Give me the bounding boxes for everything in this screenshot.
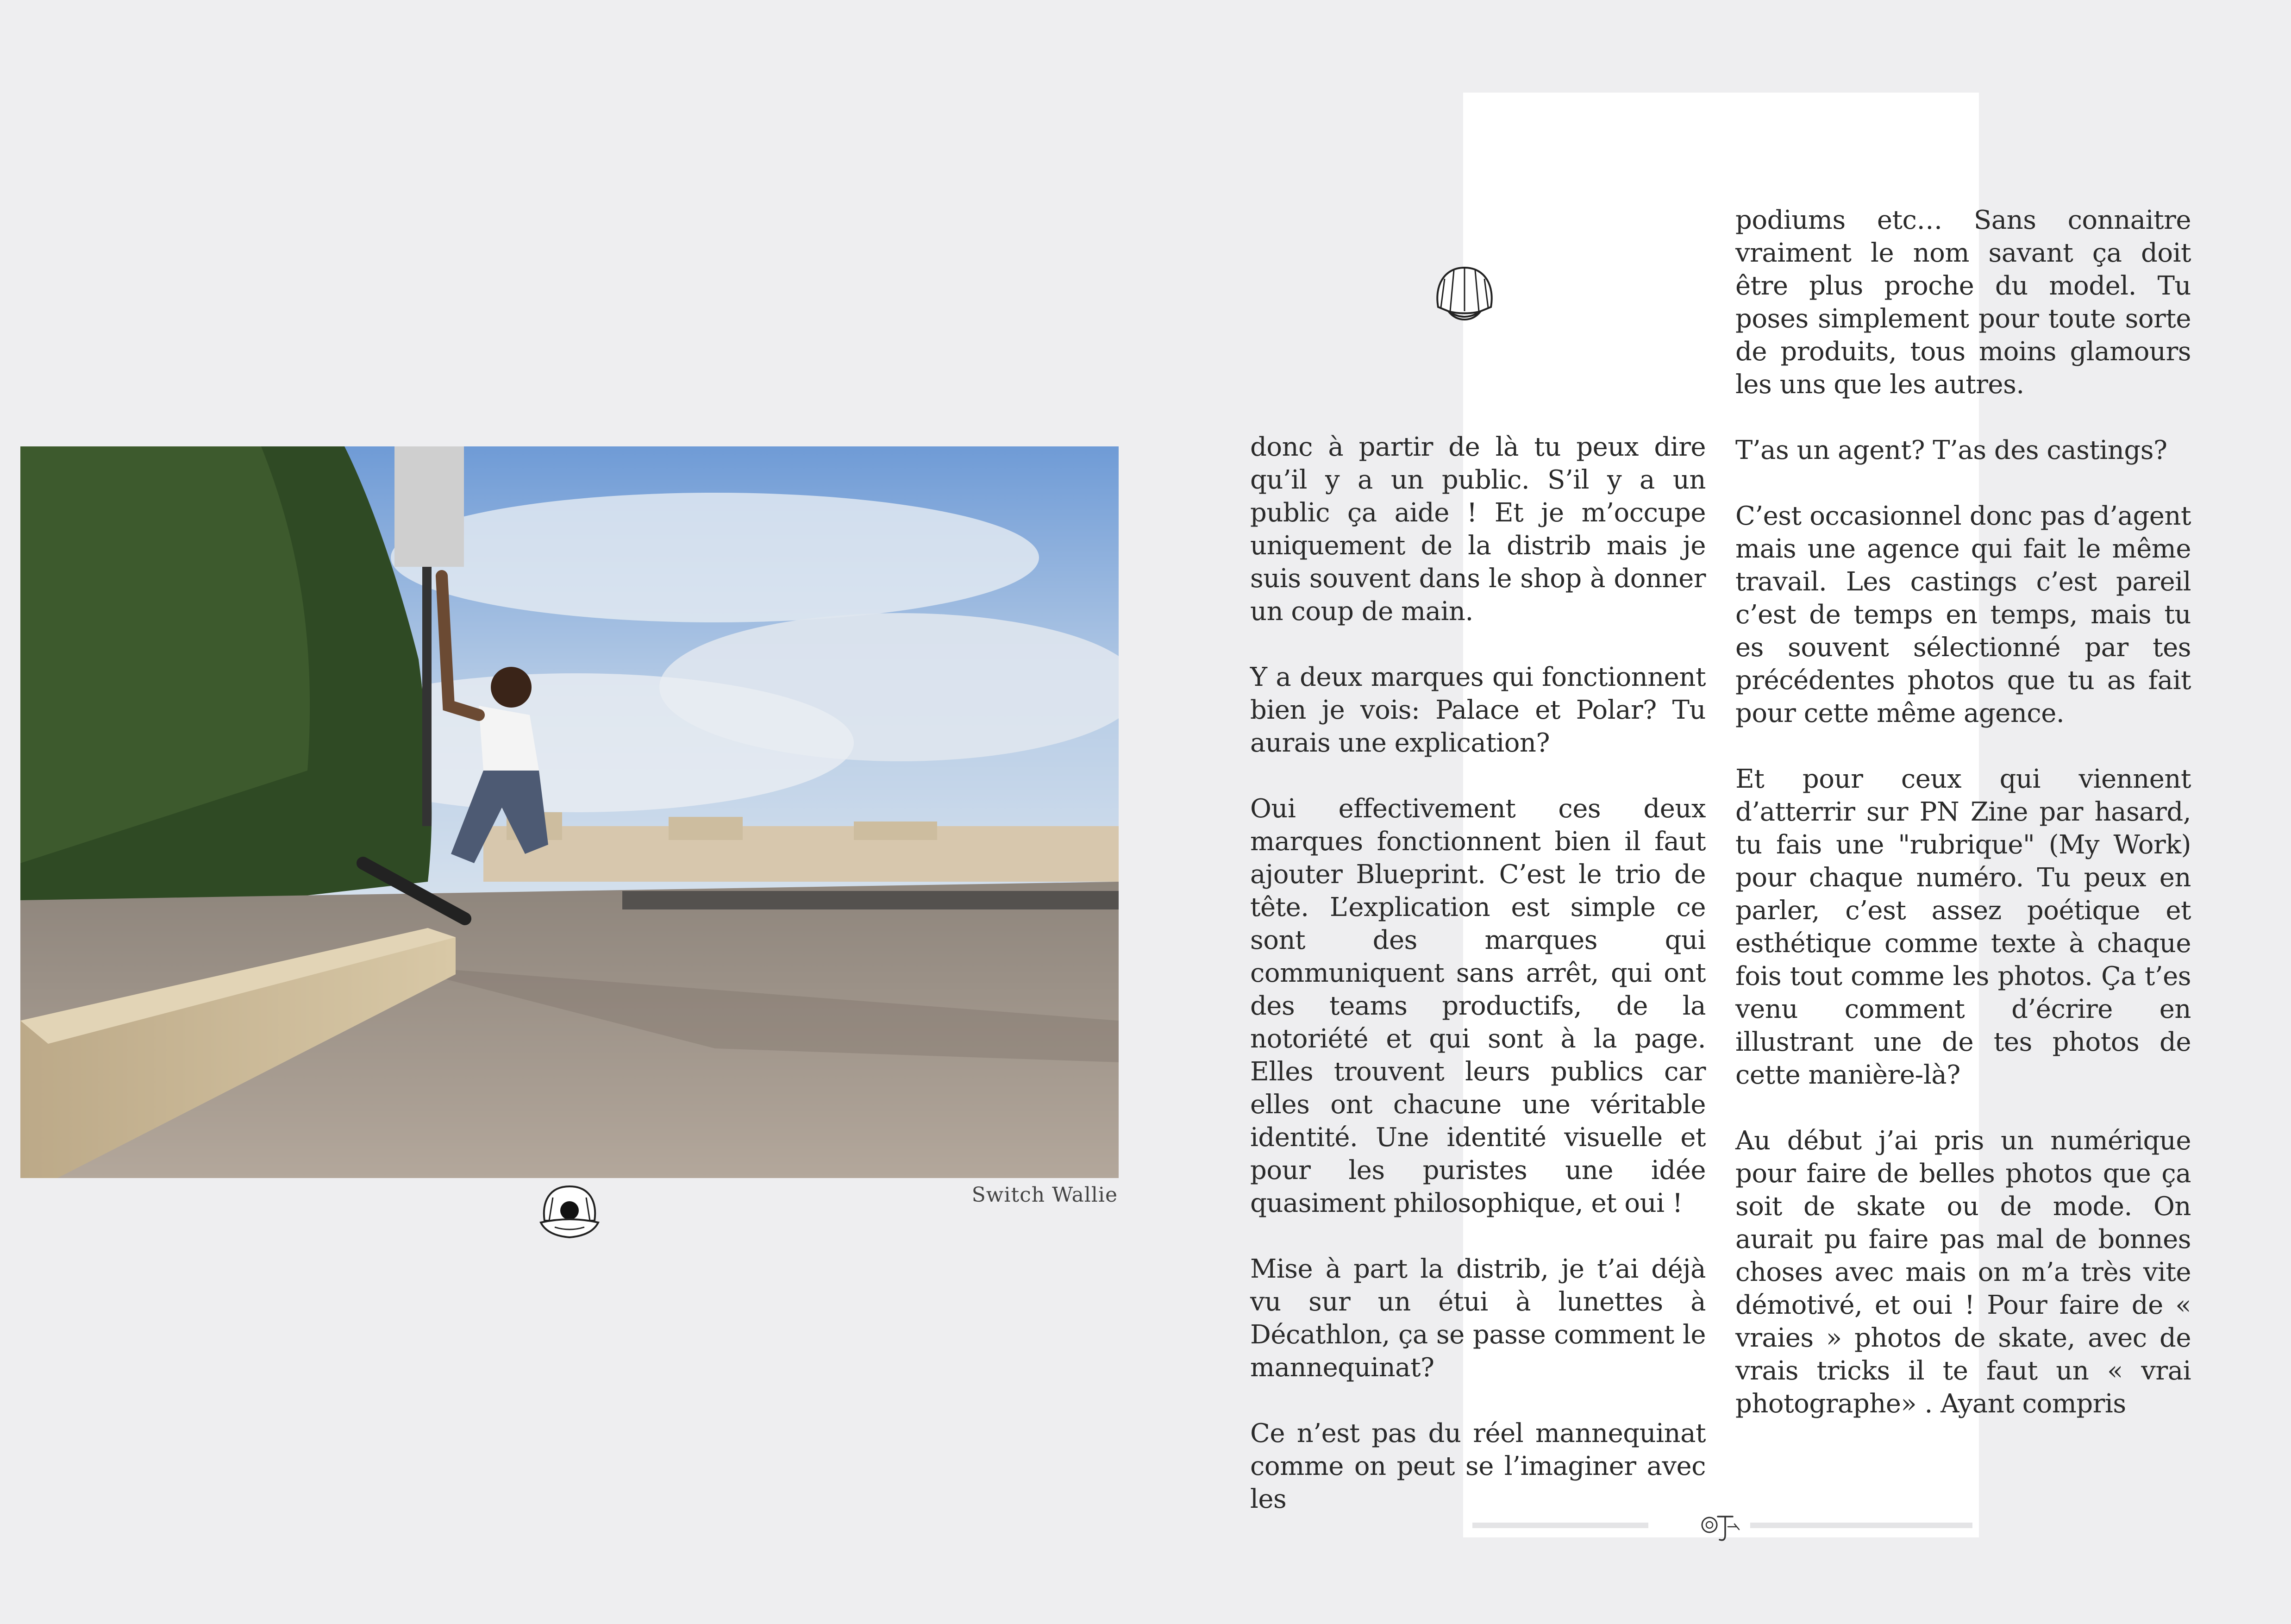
paragraph: donc à partir de là tu peux dire qu’il y a un public. S’il y a un public ça aide ! Et je m’occupe uniquement de la distrib mais je suis souvent dans le shop à donner un coup de main.	[1250, 432, 1706, 627]
paragraph: Au début j’ai pris un numérique pour faire de belles photos que ça soit de skate ou de mode. On aurait pu faire pas mal de bonnes choses avec mais on m’a très vite démotivé, et oui ! Pour faire de « vraies » photos de skate, avec de vrais tricks il te faut un « vrai photographe» . Ayant compris	[1735, 1126, 2191, 1419]
paragraph: Oui effectivement ces deux marques fonctionnent bien il faut ajouter Blueprint. C’est le trio de tête. L’explication est simple ce sont des marques qui communiquent sans arrêt, qui ont des teams productifs, de la notoriété et qui sont à la page. Elles trouvent leurs publics car elles ont chacune une véritable identité. Une identité visuelle et pour les puristes une idée quasiment philosophique, et oui !	[1250, 794, 1706, 1218]
seashell-icon	[1430, 263, 1499, 323]
paragraph: podiums etc… Sans connaitre vraiment le nom savant ça doit être plus proche du model. Tu poses simplement pour toute sorte de produits, tous moins glamours les uns que les autres.	[1735, 205, 2191, 400]
pearl-shell-icon	[536, 1184, 603, 1244]
paragraph: C’est occasionnel donc pas d’agent mais une agence qui fait le même travail. Les castings c’est pareil c’est de temps en temps, mais tu es souvent sélectionné par tes précédentes photos que tu as fait pour cette même agence.	[1735, 501, 2191, 728]
article-column-left	[1250, 431, 1706, 1516]
paragraph: T’as un agent? T’as des castings?	[1735, 435, 2167, 465]
paragraph: Ce n’est pas du réel mannequinat comme on peut se l’imaginer avec les	[1250, 1418, 1706, 1514]
skate-photo	[20, 446, 1119, 1178]
paragraph: Et pour ceux qui viennent d’atterrir sur PN Zine par hasard, tu fais une "rubrique" (My Work) pour chaque numéro. Tu peux en parler, c’est assez poétique et esthétique comme texte à chaque fois tout comme les photos. Ça t’es venu comment d’écrire en illustrant une de tes photos de cette manière-là?	[1735, 764, 2191, 1090]
paragraph: Mise à part la distrib, je t’ai déjà vu sur un étui à lunettes à Décathlon, ça se passe comment le mannequinat?	[1250, 1254, 1706, 1383]
paragraph: Y a deux marques qui fonctionnent bien je vois: Palace et Polar? Tu aurais une explication?	[1250, 662, 1706, 758]
article-column-right	[1735, 204, 2191, 1420]
footer-rule-left	[1472, 1523, 1648, 1528]
footer-rule-right	[1750, 1523, 1972, 1528]
photo-caption: Switch Wallie	[971, 1183, 1118, 1207]
